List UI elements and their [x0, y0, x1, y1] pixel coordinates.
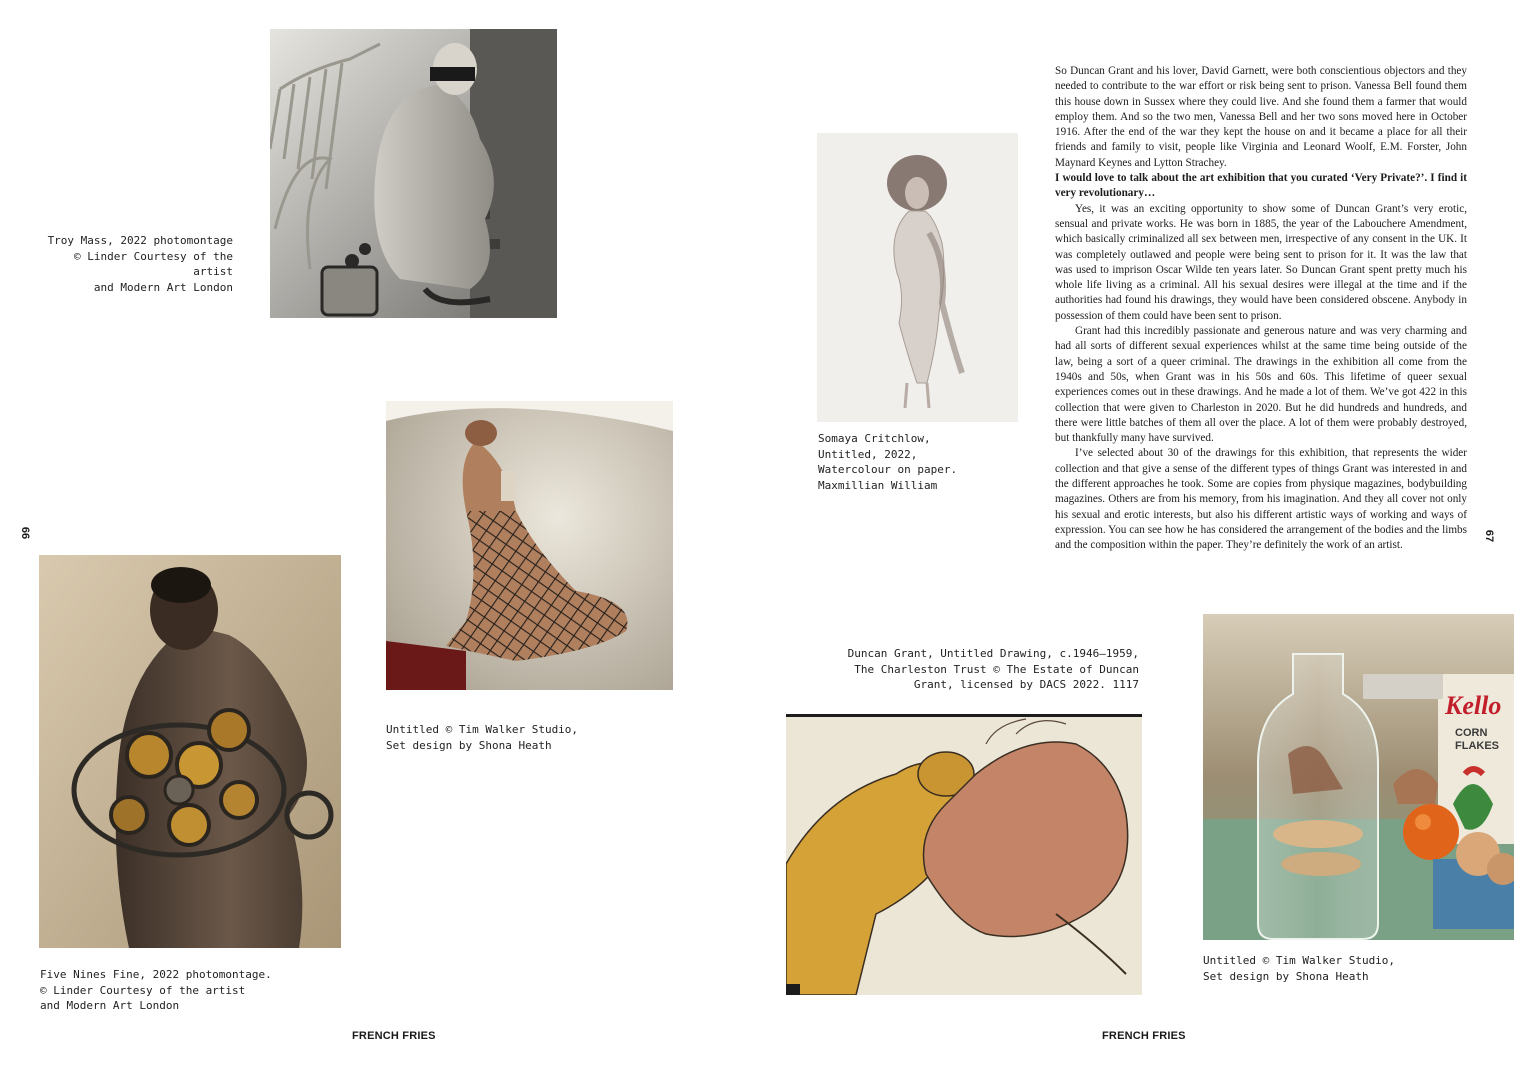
- troy-mass-caption: Troy Mass, 2022 photomontage © Linder Courtesy of the artist and Modern Art London: [47, 234, 233, 294]
- fishnet-photo-caption: Untitled © Tim Walker Studio, Set design by Shona Heath: [386, 723, 579, 752]
- somaya-caption: Somaya Critchlow, Untitled, 2022, Watercolour on paper. Maxmillian William: [818, 432, 958, 492]
- milk-bottle-caption: Untitled © Tim Walker Studio, Set design by Shona Heath: [1203, 954, 1396, 983]
- left-footer-title: FRENCH FRIES: [352, 1030, 436, 1042]
- article-paragraph: I’ve selected about 30 of the drawings for this exhibition, that represents the wider collection and that give a sense of the different types of things Grant was interested in and the different approaches he took. Some are copies from physique magazines, bodybuilding magazines. Others are from his memory, from his imagination. And they all cover not only his sexual and erotic interests, but also his different artistic ways of working and ways of expression. You can see how he has considered the arrangement of the bodies and the limbs and the composition within the paper. They’re definitely the work of an artist.: [1055, 447, 1467, 552]
- svg-text:FLAKES: FLAKES: [1455, 740, 1499, 752]
- duncan-grant-caption: Duncan Grant, Untitled Drawing, c.1946–1959, The Charleston Trust © The Estate of Duncan Grant, licensed by DACS 2022. 1117: [847, 647, 1139, 691]
- cereal-brand-text: Kello: [1445, 691, 1502, 720]
- cereal-name-text: CORN: [1455, 727, 1488, 739]
- somaya-watercolour: [817, 133, 1018, 422]
- duncan-grant-drawing: [786, 714, 1142, 995]
- five-nines-fine-photomontage: [39, 555, 341, 948]
- article-body: [1055, 64, 1467, 554]
- article-paragraph: Grant had this incredibly passionate and generous nature and was very charming and had all sorts of different sexual experiences whilst at the same time being outside of the law, being a sort of a queer criminal. The drawings in the exhibition all come from the 1940s and 50s, when Grant was in his 50s and 60s. This lifetime of queer sexual experiences comes out in these drawings. And he made a lot of them. We’ve got 422 in this collection that were given to Charleston in 2020. But he did hundreds and hundreds, and there were little batches of them all over the place. A lot of them were probably destroyed, but thankfully many have survived.: [1055, 325, 1467, 445]
- article-paragraph: Yes, it was an exciting opportunity to show some of Duncan Grant’s very erotic, sensual and private works. He was born in 1885, the year of the Labouchere Amendment, which basically criminalized all sex between men, irrespective of any consent in the UK. It was completely outlawed and people were being sent to prison for it. It was the law that was used to imprison Oscar Wilde ten years later. So Duncan Grant spent pretty much his whole life living as a criminal. All his sexual desires were illegal at the time and if the authorities had found his drawings, they would have been considered obscene. Anybody in possession of them could have been sent to prison.: [1055, 202, 1467, 322]
- fishnet-figure-photo: [386, 401, 673, 690]
- article-paragraph: So Duncan Grant and his lover, David Garnett, were both conscientious objectors and they needed to contribute to the war effort or risk being sent to prison. Vanessa Bell found them this house down in Sussex where they could live. And she found them a farmer that would employ them. And so the two men, Vanessa Bell and her two sons moved here in October 1916. After the end of the war they kept the house on and it became a place for all their friends and family to visit, people like Virginia and Leonard Woolf, E.M. Forster, John Maynard Keynes and Lytton Strachey.: [1055, 65, 1467, 169]
- five-nines-caption: Five Nines Fine, 2022 photomontage. © Linder Courtesy of the artist and Modern Art London: [40, 968, 272, 1012]
- left-page-number: 66: [19, 526, 32, 540]
- right-footer-title: FRENCH FRIES: [1102, 1030, 1186, 1042]
- troy-mass-photomontage: [270, 29, 557, 318]
- milk-bottle-photo: [1203, 614, 1514, 940]
- right-page-number: 67: [1483, 529, 1496, 543]
- interview-question: I would love to talk about the art exhibition that you curated ‘Very Private?’. I find it very revolutionary…: [1055, 172, 1467, 200]
